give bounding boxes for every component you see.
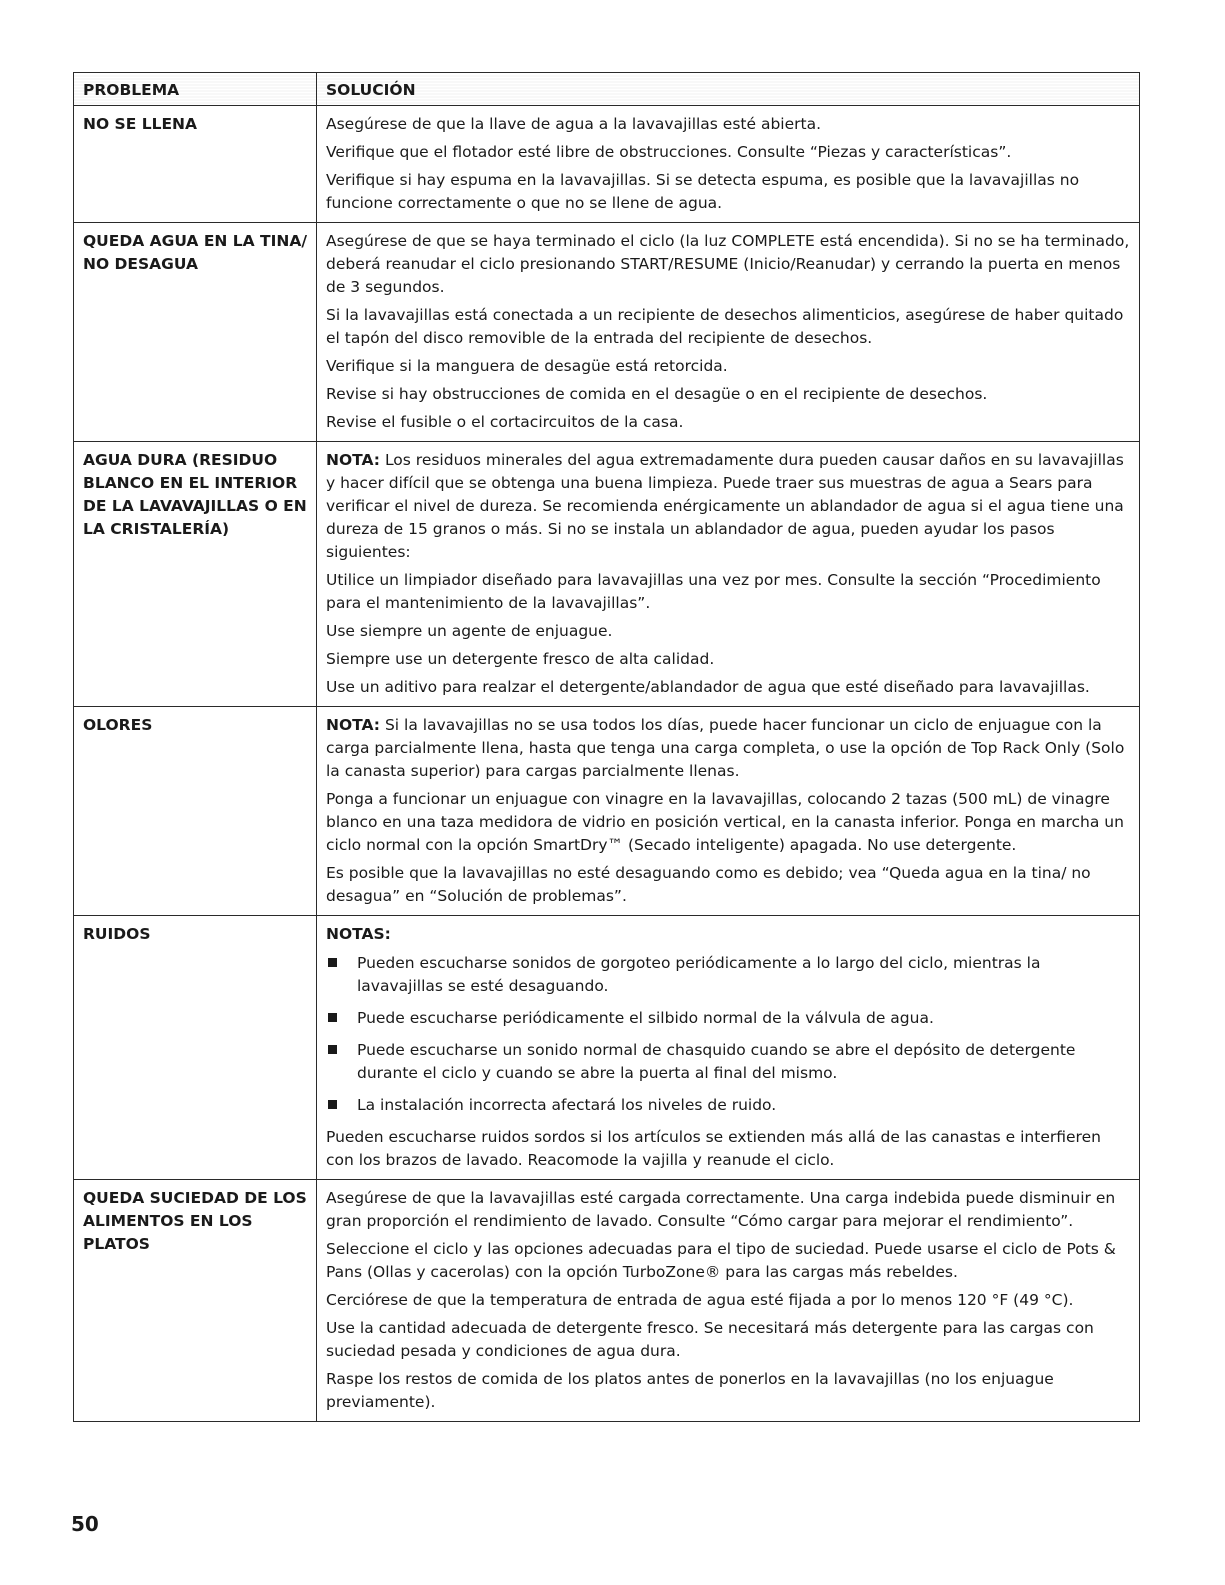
- list-item: [326, 1039, 1131, 1085]
- bullet-square-icon: [328, 958, 337, 967]
- solution-paragraph: Revise si hay obstrucciones de comida en el desagüe o en el recipiente de desechos.: [326, 385, 988, 403]
- solution-paragraph: Asegúrese de que la lavavajillas esté cargada correctamente. Una carga indebida puede disminuir en gran proporción el rendimiento de lavado. Consulte “Cómo cargar para mejorar el rendimiento”.: [326, 1189, 1116, 1230]
- solution-paragraph: Raspe los restos de comida de los platos antes de ponerlos en la lavavajillas (no los enjuague previamente).: [326, 1370, 1054, 1411]
- list-item: [326, 1007, 1131, 1030]
- solution-cell: [317, 916, 1140, 1180]
- bullet-square-icon: [328, 1013, 337, 1022]
- solution-paragraph: Verifique si hay espuma en la lavavajillas. Si se detecta espuma, es posible que la lavavajillas no funcione correctamente o que no se llene de agua.: [326, 171, 1080, 212]
- table-header-row: [74, 73, 1140, 106]
- problem-cell: QUEDA SUCIEDAD DE LOS ALIMENTOS EN LOS PLATOS: [74, 1180, 317, 1422]
- problem-cell: QUEDA AGUA EN LA TINA/ NO DESAGUA: [74, 223, 317, 442]
- solution-paragraph: Asegúrese de que se haya terminado el ciclo (la luz COMPLETE está encendida). Si no se ha terminado, deberá reanudar el ciclo presionando START/RESUME (Inicio/Reanudar) y cerrando la puerta en menos de 3 segundos.: [326, 232, 1130, 296]
- list-item-text: Puede escucharse un sonido normal de chasquido cuando se abre el depósito de detergente durante el ciclo y cuando se abre la puerta al final del mismo.: [357, 1041, 1076, 1082]
- solution-paragraph: Use siempre un agente de enjuague.: [326, 622, 613, 640]
- note-paragraph: [326, 714, 1131, 783]
- solution-paragraph: Pueden escucharse ruidos sordos si los artículos se extienden más allá de las canastas e interfieren con los brazos de lavado. Reacomode la vajilla y reanude el ciclo.: [326, 1128, 1101, 1169]
- list-item-text: La instalación incorrecta afectará los niveles de ruido.: [357, 1096, 777, 1114]
- problem-cell: RUIDOS: [74, 916, 317, 1180]
- solution-cell: [317, 707, 1140, 916]
- solution-paragraph: Siempre use un detergente fresco de alta calidad.: [326, 650, 715, 668]
- bullet-square-icon: [328, 1045, 337, 1054]
- solution-cell: [317, 106, 1140, 223]
- note-label: NOTA:: [326, 451, 381, 469]
- table-row: [74, 223, 1140, 442]
- notes-label: NOTAS:: [326, 925, 391, 943]
- list-item: [326, 1094, 1131, 1117]
- solution-paragraph: Use un aditivo para realzar el detergente/ablandador de agua que esté diseñado para lavavajillas.: [326, 678, 1090, 696]
- list-item-text: Pueden escucharse sonidos de gorgoteo periódicamente a lo largo del ciclo, mientras la lavavajillas se esté desaguando.: [357, 954, 1041, 995]
- note-text: Los residuos minerales del agua extremadamente dura pueden causar daños en su lavavajillas y hacer difícil que se obtenga una buena limpieza. Puede traer sus muestras de agua a Sears para verificar el nivel de dureza. Se recomienda enérgicamente un ablandador de agua si el agua tiene una dureza de 15 granos o más. Si no se instala un ablandador de agua, pueden ayudar los pasos siguientes:: [326, 451, 1124, 561]
- notes-list: [326, 952, 1131, 1117]
- solution-paragraph: Utilice un limpiador diseñado para lavavajillas una vez por mes. Consulte la sección “Procedimiento para el mantenimiento de la lavavajillas”.: [326, 571, 1101, 612]
- solution-paragraph: Verifique que el flotador esté libre de obstrucciones. Consulte “Piezas y características”.: [326, 143, 1012, 161]
- solution-paragraph: Cerciórese de que la temperatura de entrada de agua esté fijada a por lo menos 120 °F (49 °C).: [326, 1291, 1074, 1309]
- problem-cell: OLORES: [74, 707, 317, 916]
- solution-cell: [317, 223, 1140, 442]
- list-item-text: Puede escucharse periódicamente el silbido normal de la válvula de agua.: [357, 1009, 934, 1027]
- table-row: [74, 707, 1140, 916]
- table-row: [74, 916, 1140, 1180]
- header-solution: SOLUCIÓN: [317, 73, 1140, 106]
- note-text: Si la lavavajillas no se usa todos los días, puede hacer funcionar un ciclo de enjuague con la carga parcialmente llena, hasta que tenga una carga completa, o use la opción de Top Rack Only (Solo la canasta superior) para cargas parcialmente llenas.: [326, 716, 1125, 780]
- table-row: [74, 442, 1140, 707]
- solution-paragraph: Verifique si la manguera de desagüe está retorcida.: [326, 357, 728, 375]
- solution-paragraph: Si la lavavajillas está conectada a un recipiente de desechos alimenticios, asegúrese de haber quitado el tapón del disco removible de la entrada del recipiente de desechos.: [326, 306, 1124, 347]
- note-paragraph: [326, 449, 1131, 564]
- troubleshooting-table: [73, 72, 1140, 1422]
- problem-cell: NO SE LLENA: [74, 106, 317, 223]
- page-number: 50: [71, 1512, 99, 1536]
- solution-paragraph: Es posible que la lavavajillas no esté desaguando como es debido; vea “Queda agua en la tina/ no desagua” en “Solución de problemas”.: [326, 864, 1091, 905]
- solution-paragraph: Asegúrese de que la llave de agua a la lavavajillas esté abierta.: [326, 115, 822, 133]
- solution-cell: [317, 442, 1140, 707]
- note-label: NOTA:: [326, 716, 381, 734]
- solution-paragraph: Use la cantidad adecuada de detergente fresco. Se necesitará más detergente para las cargas con suciedad pesada y condiciones de agua dura.: [326, 1319, 1094, 1360]
- solution-cell: [317, 1180, 1140, 1422]
- list-item: [326, 952, 1131, 998]
- problem-cell: AGUA DURA (RESIDUO BLANCO EN EL INTERIOR DE LA LAVAVAJILLAS O EN LA CRISTALERÍA): [74, 442, 317, 707]
- solution-paragraph: Seleccione el ciclo y las opciones adecuadas para el tipo de suciedad. Puede usarse el ciclo de Pots & Pans (Ollas y cacerolas) con la opción TurboZone® para las cargas más rebeldes.: [326, 1240, 1116, 1281]
- bullet-square-icon: [328, 1100, 337, 1109]
- solution-paragraph: Revise el fusible o el cortacircuitos de la casa.: [326, 413, 684, 431]
- table-row: [74, 106, 1140, 223]
- header-problem: PROBLEMA: [74, 73, 317, 106]
- table-row: [74, 1180, 1140, 1422]
- solution-paragraph: Ponga a funcionar un enjuague con vinagre en la lavavajillas, colocando 2 tazas (500 mL) de vinagre blanco en una taza medidora de vidrio en posición vertical, en la canasta inferior. Ponga en marcha un ciclo normal con la opción SmartDry™ (Secado inteligente) apagada. No use detergente.: [326, 790, 1124, 854]
